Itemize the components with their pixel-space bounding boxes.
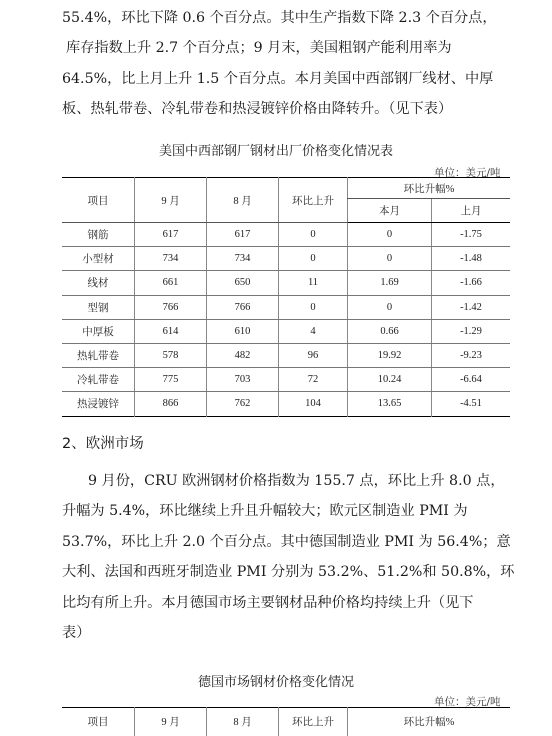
- cell-sep: 866: [135, 392, 207, 416]
- cell-mom: 72: [279, 368, 348, 392]
- table-unit: 单位：美元/吨: [434, 696, 501, 708]
- cell-mom: 11: [279, 271, 348, 295]
- table-row: [62, 247, 510, 271]
- table-title: 德国市场钢材价格变化情况: [197, 675, 354, 690]
- section-heading: 2、欧洲市场: [62, 436, 144, 452]
- cell-mom: 0: [279, 223, 348, 247]
- cell-name: 小型材: [62, 247, 135, 271]
- header-sep: 9 月: [135, 708, 207, 736]
- text-line: 板、热轧带卷、冷轧带卷和热浸镀锌价格由降转升。（见下表）: [62, 101, 453, 118]
- cell-this: 0.66: [348, 319, 432, 343]
- cell-this: 0: [348, 295, 432, 319]
- cell-aug: 617: [207, 223, 279, 247]
- cell-name: 热轧带卷: [62, 343, 135, 367]
- cell-aug: 734: [207, 247, 279, 271]
- table-unit: 单位：美元/吨: [434, 167, 501, 179]
- header-last-month: 上月: [432, 199, 511, 223]
- cell-mom: 104: [279, 392, 348, 416]
- text-line: 升幅为 5.4%，环比继续上升且升幅较大；欧元区制造业 PMI 为: [62, 503, 468, 520]
- cell-mom: 96: [279, 343, 348, 367]
- cell-mom: 4: [279, 319, 348, 343]
- cell-name: 钢筋: [62, 223, 135, 247]
- table-row: [62, 319, 510, 343]
- cell-aug: 482: [207, 343, 279, 367]
- cell-aug: 766: [207, 295, 279, 319]
- cell-name: 型钢: [62, 295, 135, 319]
- cell-this: 19.92: [348, 343, 432, 367]
- cell-sep: 617: [135, 223, 207, 247]
- header-range: 环比升幅%: [348, 708, 511, 736]
- cell-name: 冷轧带卷: [62, 368, 135, 392]
- header-this-month: 本月: [348, 199, 432, 223]
- table-row: [62, 343, 510, 367]
- cell-this: 1.69: [348, 271, 432, 295]
- table-row: [62, 271, 510, 295]
- cell-sep: 775: [135, 368, 207, 392]
- table-row: [62, 368, 510, 392]
- us-price-table: [62, 177, 510, 417]
- cell-name: 中厚板: [62, 319, 135, 343]
- cell-aug: 650: [207, 271, 279, 295]
- cell-name: 热浸镀锌: [77, 399, 119, 411]
- header-range: 环比升幅%: [348, 178, 511, 199]
- cell-mom: 0: [279, 247, 348, 271]
- text-line: 比均有所上升。本月德国市场主要钢材品种价格均持续上升（见下: [62, 594, 474, 611]
- header-item: 项目: [87, 717, 109, 728]
- header-item: 项目: [62, 178, 135, 223]
- text-line: 表）: [62, 624, 91, 641]
- paragraph-us-market: [62, 3, 502, 125]
- cell-sep: 614: [135, 319, 207, 343]
- paragraph-eu-market: [62, 466, 515, 648]
- header-mom: 环比上升: [279, 708, 348, 736]
- cell-aug: 762: [207, 392, 279, 416]
- text-line: 55.4%，环比下降 0.6 个百分点。其中生产指数下降 2.3 个百分点，: [62, 10, 497, 26]
- cell-last: -4.51: [432, 392, 511, 416]
- cell-sep: 766: [135, 295, 207, 319]
- cell-this: 13.65: [348, 392, 432, 416]
- cell-last: -1.48: [432, 247, 511, 271]
- cell-last: -1.66: [432, 271, 511, 295]
- cell-last: -1.42: [432, 295, 511, 319]
- header-sep: 9 月: [135, 178, 207, 223]
- table-row: [62, 223, 510, 247]
- cell-aug: 610: [207, 319, 279, 343]
- cell-aug: 703: [207, 368, 279, 392]
- cell-this: 10.24: [348, 368, 432, 392]
- cell-last: -9.23: [432, 343, 511, 367]
- cell-last: -1.29: [432, 319, 511, 343]
- text-line: 9 月份，CRU 欧洲钢材价格指数为 155.7 点，环比上升 8.0 点，: [88, 473, 505, 489]
- cell-last: -6.64: [432, 368, 511, 392]
- text-line: 大利、法国和西班牙制造业 PMI 分别为 53.2%、51.2%和 50.8%，环: [62, 564, 515, 581]
- text-line: 64.5%，比上月上升 1.5 个百分点。本月美国中西部钢厂线材、中厚: [62, 70, 494, 87]
- cell-this: 0: [348, 223, 432, 247]
- cell-this: 0: [348, 247, 432, 271]
- cell-name: 线材: [62, 271, 135, 295]
- cell-sep: 661: [135, 271, 207, 295]
- header-aug: 8 月: [207, 708, 279, 736]
- cell-sep: 734: [135, 247, 207, 271]
- table-row: [62, 295, 510, 319]
- header-mom: 环比上升: [279, 178, 348, 223]
- cell-sep: 578: [135, 343, 207, 367]
- text-line: 53.7%，环比上升 2.0 个百分点。其中德国制造业 PMI 为 56.4%；意: [62, 533, 511, 550]
- cell-last: -1.75: [432, 223, 511, 247]
- table-title: 美国中西部钢厂钢材出厂价格变化情况表: [158, 144, 393, 159]
- cell-mom: 0: [279, 295, 348, 319]
- header-aug: 8 月: [207, 178, 279, 223]
- germany-price-table: [62, 707, 510, 736]
- text-line: 库存指数上升 2.7 个百分点；9 月末，美国粗钢产能利用率为: [66, 40, 452, 57]
- table-row: [62, 392, 510, 416]
